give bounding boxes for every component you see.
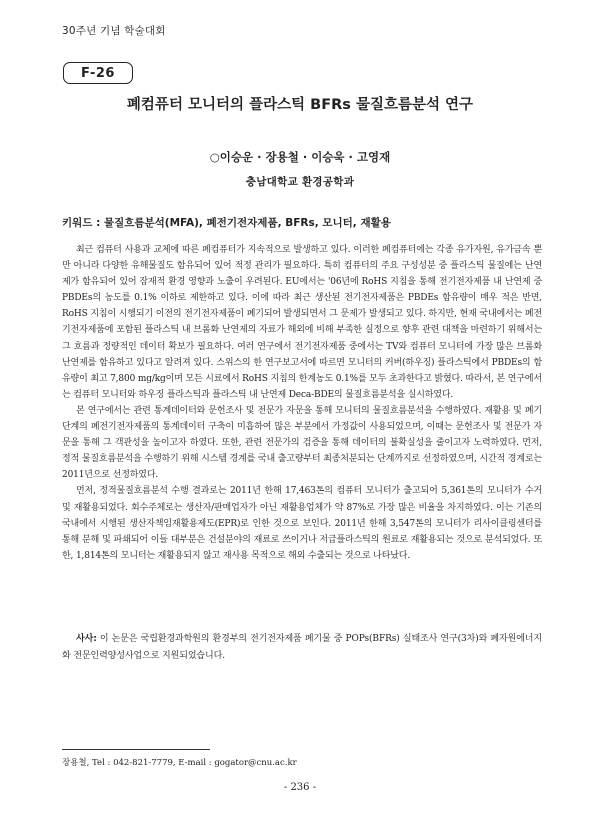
- footnote-divider: [62, 749, 210, 750]
- corresponding-author-footnote: 장용철, Tel : 042-821-7779, E-mail : gogator@cnu.ac.kr: [62, 758, 297, 768]
- body-paragraph-3: 먼저, 정적물질흐름분석 수행 결과로는 2011년 한해 17,463톤의 컴퓨터 모니터가 출고되어 5,361톤의 모니터가 수거 및 재활용되었다. 회수주체로는 생산자/판매업자가 아닌 재활용업체가 약 87%로 가장 많은 비율을 차지하였다. 이는 기존의 국내에서 시행된 생산자책임재활용제도(EPR)로 인한 것으로 보인다. 2011년 한해 3,547톤의 모니터가 리사이클링센터를 통해 분해 및 파쇄되어 이들 대부분은 건설분야의 재료로 쓰이거나 저급플라스틱의 원료로 재활용되는 것으로 분석되었다. 또한, 1,814톤의 모니터는 재활용되지 않고 재사용 목적으로 해외 수출되는 것으로 나타났다.: [62, 486, 542, 561]
- abstract-body: [62, 242, 542, 564]
- paper-title: 폐컴퓨터 모니터의 플라스틱 BFRs 물질흐름분석 연구: [126, 97, 474, 113]
- paper-authors: ○이승운 · 장용철 · 이승욱 · 고영재: [209, 150, 391, 164]
- acknowledgement-label: 사사:: [76, 634, 97, 644]
- page-number: - 236 -: [283, 782, 317, 793]
- acknowledgement: [62, 631, 542, 664]
- paper-affiliation: 충남대학교 환경공학과: [245, 176, 355, 188]
- body-paragraph-2: 본 연구에서는 관련 통계데이터와 문헌조사 및 전문가 자문을 통해 모니터의 물질흐름분석을 수행하였다. 재활용 및 폐기 단계의 폐전기전자제품의 통계데이터 구축이 미흡하여 많은 부분에서 가정값이 사용되었으며, 이때는 문헌조사 및 전문가 자문을 통해 그 객관성을 높이고자 하였다. 또한, 관련 전문가의 검증을 통해 데이터의 불확실성을 줄이고자 노력하였다. 먼저, 정적 물질흐름분석을 수행하기 위해 시스템 경계를 국내 출고량부터 최종처분되는 단계까지로 선정하였으며, 시간적 경계로는 2011년으로 선정하였다.: [62, 405, 542, 481]
- conference-header: 30주년 기념 학술대회: [62, 25, 166, 37]
- body-paragraph-1: 최근 컴퓨터 사용과 교체에 따른 폐컴퓨터가 지속적으로 발생하고 있다. 이러한 폐컴퓨터에는 각종 유가자원, 유가금속 뿐만 아니라 다양한 유해물질도 함유되어 있어 적정 관리가 필요하다. 특히 컴퓨터의 주요 구성성분 중 플라스틱 물질에는 난연제가 함유되어 있어 잠재적 환경 영향과 노출이 우려된다. EU에서는 '06년에 RoHS 지침을 통해 전기전자제품 내 난연제 중 PBDEs의 농도를 0.1% 이하로 제한하고 있다. 이에 따라 최근 생산된 전기전자제품은 PBDEs 함유량이 매우 적은 반면, RoHS 지침이 시행되기 이전의 전기전자제품이 폐기되어 발생되면서 그 문제가 발생되고 있다. 하지만, 현재 국내에서는 폐전기전자제품에 포함된 플라스틱 내 브롬화 난연제의 자료가 해외에 비해 부족한 실정으로 향후 관련 대책을 마련하기 위해서는 그 흐름과 정량적인 데이터 확보가 필요하다. 여러 연구에서 전기전자제품 중에서는 TV와 컴퓨터 모니터에 가장 많은 브롬화 난연제를 함유하고 있다고 알려져 있다. 스위스의 한 연구보고서에 따르면 모니터의 커버(하우징) 플라스틱에서 PBDEs의 함유량이 최고 7,800 mg/kg이며 모든 시료에서 RoHS 지침의 한계농도 0.1%를 모두 초과한다고 밝혔다. 따라서, 본 연구에서는 컴퓨터 모니터와 하우징 플라스틱과 플라스틱 내 난연제 Deca-BDE의 물질흐름분석을 실시하였다.: [62, 245, 542, 400]
- acknowledgement-text: 이 논문은 국립환경과학원의 환경부의 전기전자제품 폐기물 중 POPs(BFRs) 실태조사 연구(3차)와 폐자원에너지화 전문인력양성사업으로 지원되었습니다.: [62, 634, 542, 661]
- paper-keywords: 키워드 : 물질흐름분석(MFA), 폐전기전자제품, BFRs, 모니터, 재활용: [62, 217, 391, 229]
- paper-code-badge: F-26: [63, 62, 133, 84]
